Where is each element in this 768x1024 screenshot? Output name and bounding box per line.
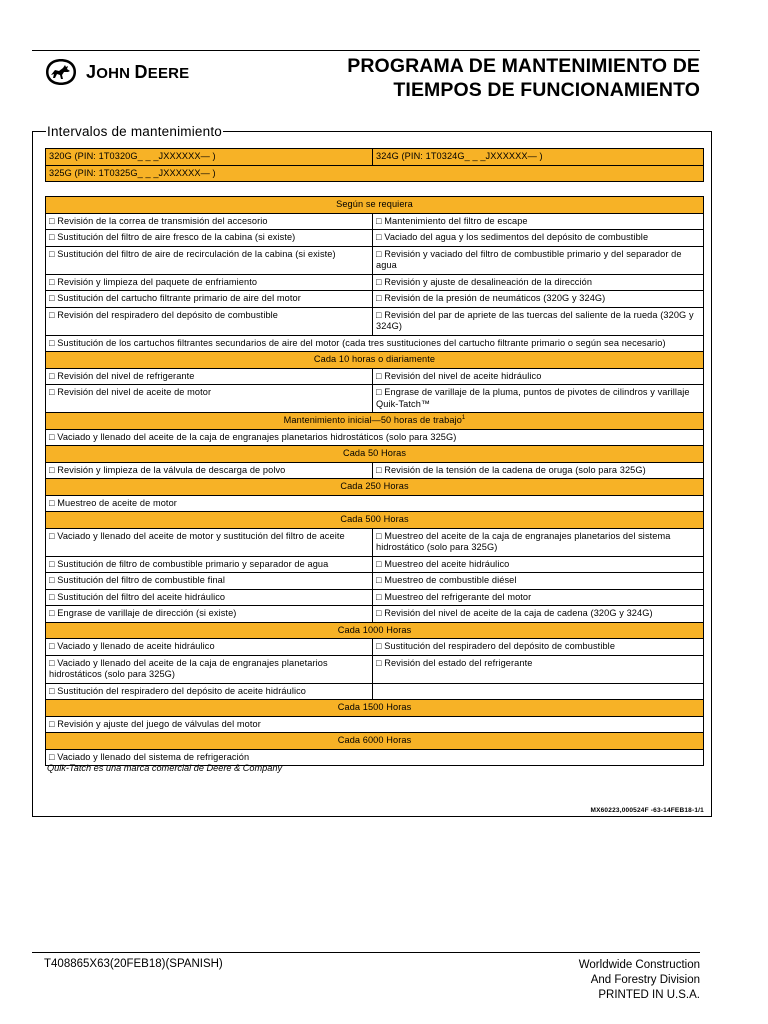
maintenance-item: □ Muestreo del aceite de la caja de engranajes planetarios del sistema hidrostático (solo para 325G) (373, 528, 704, 556)
table-row (46, 683, 704, 700)
maintenance-item: □ Revisión y ajuste de desalineación de la dirección (373, 274, 704, 291)
section-header-row (46, 733, 704, 750)
section-heading-text: Cada 500 Horas (340, 514, 409, 524)
maintenance-item: □ Engrase de varillaje de dirección (si existe) (46, 606, 373, 623)
maintenance-item: □ Sustitución del filtro de aire fresco de la cabina (si existe) (46, 230, 373, 247)
maintenance-item: □ Vaciado y llenado del aceite de motor y sustitución del filtro de aceite (46, 528, 373, 556)
section-heading (46, 479, 704, 496)
section-heading-text: Cada 10 horas o diariamente (313, 354, 436, 364)
pin-cell-324g: 324G (PIN: 1T0324G_ _ _JXXXXXX— ) (373, 149, 704, 166)
maintenance-item: □ Vaciado del agua y los sedimentos del depósito de combustible (373, 230, 704, 247)
section-heading-text: Cada 1000 Horas (337, 624, 412, 635)
title-line-2: TIEMPOS DE FUNCIONAMIENTO (393, 79, 700, 101)
maintenance-item: □ Revisión del estado del refrigerante (373, 655, 704, 683)
reference-code: MX60223,000524F -63-14FEB18-1/1 (590, 807, 704, 814)
table-row (46, 528, 704, 556)
maintenance-item: □ Revisión y limpieza del paquete de enfriamiento (46, 274, 373, 291)
table-row (46, 385, 704, 413)
table-row (46, 335, 704, 352)
maintenance-item: □ Mantenimiento del filtro de escape (373, 213, 704, 230)
section-header-row (46, 197, 704, 214)
section-heading (46, 622, 704, 639)
maintenance-item: □ Sustitución del filtro de combustible final (46, 573, 373, 590)
maintenance-item: □ Engrase de varillaje de la pluma, puntos de pivotes de cilindros y varillaje Quik-Tatch™ (373, 385, 704, 413)
section-heading (46, 413, 704, 430)
maintenance-tables (45, 148, 703, 766)
maintenance-item: □ Revisión y vaciado del filtro de combustible primario y del separador de agua (373, 246, 704, 274)
maintenance-item: □ Sustitución del respiradero del depósito de combustible (373, 639, 704, 656)
john-deere-logo (44, 58, 189, 86)
maintenance-item: □ Revisión del nivel de aceite de motor (46, 385, 373, 413)
section-header-row (46, 446, 704, 463)
section-header-row (46, 622, 704, 639)
section-heading (46, 733, 704, 750)
section-header-row (46, 479, 704, 496)
section-heading-text: Mantenimiento inicial—50 horas de trabajo (283, 415, 462, 425)
table-row (46, 429, 704, 446)
table-row (46, 307, 704, 335)
maintenance-item: □ Revisión de la correa de transmisión del accesorio (46, 213, 373, 230)
section-heading (46, 446, 704, 463)
maintenance-item: □ Muestreo de combustible diésel (373, 573, 704, 590)
table-row (46, 573, 704, 590)
table-row (46, 274, 704, 291)
maintenance-item: □ Revisión del par de apriete de las tuercas del saliente de la rueda (320G y 324G) (373, 307, 704, 335)
section-heading-text: Cada 50 Horas (342, 448, 407, 458)
maintenance-item: □ Revisión del respiradero del depósito de combustible (46, 307, 373, 335)
footnote-marker: 1 (461, 414, 466, 421)
section-heading-text: Cada 250 Horas (340, 481, 409, 491)
table-row (46, 368, 704, 385)
maintenance-item: □ Revisión de la tensión de la cadena de oruga (solo para 325G) (373, 462, 704, 479)
maintenance-item: □ Revisión de la presión de neumáticos (320G y 324G) (373, 291, 704, 308)
table-row (46, 639, 704, 656)
maintenance-item (373, 683, 704, 700)
section-heading-text: Cada 1500 Horas (337, 702, 412, 712)
maintenance-item: □ Revisión del nivel de aceite hidráulico (373, 368, 704, 385)
header-rule (32, 50, 700, 51)
table-row (46, 495, 704, 512)
pin-row (46, 149, 704, 166)
division-info (579, 958, 700, 1003)
maintenance-item: □ Vaciado y llenado del aceite de la caja de engranajes planetarios hidrostáticos (solo para 325G) (46, 429, 704, 446)
pin-cell-325g: 325G (PIN: 1T0325G_ _ _JXXXXXX— ) (46, 165, 704, 182)
maintenance-item: □ Sustitución del cartucho filtrante primario de aire del motor (46, 291, 373, 308)
pin-table (45, 148, 704, 182)
pin-row (46, 165, 704, 182)
section-header-row (46, 700, 704, 717)
maintenance-item: □ Sustitución del respiradero del depósito de aceite hidráulico (46, 683, 373, 700)
maintenance-item: □ Revisión y limpieza de la válvula de descarga de polvo (46, 462, 373, 479)
table-row (46, 606, 704, 623)
section-heading (46, 352, 704, 369)
title-line-1: PROGRAMA DE MANTENIMIENTO DE (347, 55, 700, 77)
maintenance-item: □ Revisión del nivel de refrigerante (46, 368, 373, 385)
maintenance-item: □ Muestreo de aceite de motor (46, 495, 704, 512)
table-row (46, 230, 704, 247)
pin-cell-320g: 320G (PIN: 1T0320G_ _ _JXXXXXX— ) (46, 149, 373, 166)
division-line-2: And Forestry Division (590, 974, 700, 986)
maintenance-item: □ Sustitución del filtro del aceite hidráulico (46, 589, 373, 606)
schedule-table (45, 196, 704, 766)
section-header-row (46, 352, 704, 369)
table-row (46, 213, 704, 230)
maintenance-item: □ Muestreo del aceite hidráulico (373, 556, 704, 573)
table-row (46, 716, 704, 733)
deer-emblem-icon (44, 58, 78, 86)
trademark-footnote: Quik-Tatch es una marca comercial de Deere & Company (47, 763, 283, 773)
table-row (46, 655, 704, 683)
maintenance-item: □ Revisión del nivel de aceite de la caja de cadena (320G y 324G) (373, 606, 704, 623)
table-row (46, 589, 704, 606)
division-line-3: PRINTED IN U.S.A. (598, 989, 700, 1001)
table-row (46, 556, 704, 573)
maintenance-item: □ Muestreo del refrigerante del motor (373, 589, 704, 606)
table-row (46, 462, 704, 479)
maintenance-item: □ Sustitución de los cartuchos filtrantes secundarios de aire del motor (cada tres sustituciones del cartucho filtrante primario o según sea necesario) (46, 335, 704, 352)
section-header-row (46, 512, 704, 529)
footer-rule (32, 952, 700, 953)
section-heading (46, 700, 704, 717)
maintenance-item: □ Revisión y ajuste del juego de válvulas del motor (46, 716, 704, 733)
maintenance-item: □ Vaciado y llenado del aceite de la caja de engranajes planetarios hidrostáticos (solo para 325G) (46, 655, 373, 683)
maintenance-item: □ Sustitución de filtro de combustible primario y separador de agua (46, 556, 373, 573)
page-title (347, 54, 700, 102)
section-heading-text: Cada 6000 Horas (337, 735, 412, 745)
section-heading (46, 197, 704, 214)
maintenance-item: □ Sustitución del filtro de aire de recirculación de la cabina (si existe) (46, 246, 373, 274)
brand-wordmark: JOHN DEERE (86, 61, 190, 82)
table-row (46, 291, 704, 308)
maintenance-item: □ Vaciado y llenado de aceite hidráulico (46, 639, 373, 656)
section-heading-text: Según se requiera (336, 199, 413, 209)
section-header-row (46, 413, 704, 430)
document-id: T408865X63(20FEB18)(SPANISH) (44, 958, 223, 970)
section-label: Intervalos de mantenimiento (47, 124, 222, 139)
table-row (46, 246, 704, 274)
maintenance-item: □ Vaciado y llenado del sistema de refrigeración (46, 749, 704, 766)
section-heading (46, 512, 704, 529)
division-line-1: Worldwide Construction (578, 959, 700, 971)
